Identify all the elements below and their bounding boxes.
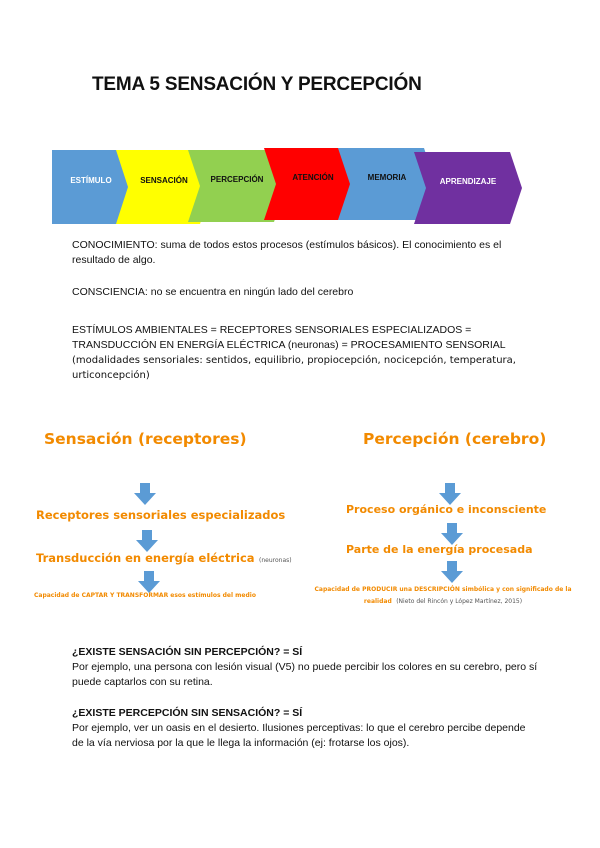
down-arrow-icon [439,483,461,505]
question-block [72,645,540,690]
question-body: Por ejemplo, una persona con lesión visual (V5) no puede percibir los colores en su cerebro, pero sí puede captarlos con su retina. [72,661,538,688]
down-arrow-icon [138,571,160,593]
sensacion-step-transduccion [36,549,292,567]
chevron-label: ESTÍMULO [70,176,112,185]
estimulos-modalities-text: (modalidades sensoriales: sentidos, equilibrio, propiocepción, nocicepción, temperatura, urticoncepción) [72,355,516,381]
chevron-5 [414,152,522,224]
question-heading: ¿EXISTE PERCEPCIÓN SIN SENSACIÓN? = SÍ [72,707,303,719]
chevron-label: PERCEPCIÓN [210,175,264,184]
descripcion-citation: (Nieto del Rincón y López Martínez, 2015) [396,598,523,605]
question-heading: ¿EXISTE SENSACIÓN SIN PERCEPCIÓN? = SÍ [72,646,303,658]
chevron-label: MEMORIA [367,173,407,182]
chevron-label: APRENDIZAJE [439,177,497,186]
sensacion-step-captar: Capacidad de CAPTAR Y TRANSFORMAR esos estímulos del medio [34,592,256,599]
sensacion-step-receptores: Receptores sensoriales especializados [36,508,286,522]
conocimiento-paragraph: CONOCIMIENTO: suma de todos estos procesos (estímulos básicos). El conocimiento es el resultado de algo. [72,239,502,266]
estimulos-main-text: ESTÍMULOS AMBIENTALES = RECEPTORES SENSORIALES ESPECIALIZADOS = TRANSDUCCIÓN EN ENERGÍA ELÉCTRICA (neuronas) = PROCESAMIENTO SENSORIAL [72,324,506,351]
process-chevron-flow [52,148,552,228]
page-title: TEMA 5 SENSACIÓN Y PERCEPCIÓN [92,74,422,95]
transduccion-text: Transducción en energía eléctrica [36,551,255,565]
down-arrow-icon [441,523,463,545]
question-block [72,706,540,751]
percepcion-heading: Percepción (cerebro) [363,430,547,448]
down-arrow-icon [441,561,463,583]
question-body: Por ejemplo, ver un oasis en el desierto. Ilusiones perceptivas: lo que el cerebro percibe depende de la vía nerviosa por la que le llega la información (ej: frotarse los ojos). [72,722,526,749]
sensacion-heading: Sensación (receptores) [44,430,247,448]
chevron-label: ATENCIÓN [292,173,334,182]
down-arrow-icon [134,483,156,505]
descripcion-text: Capacidad de PRODUCIR una DESCRIPCIÓN simbólica y con significado de la realidad [314,586,572,605]
estimulos-paragraph [72,323,540,383]
percepcion-step-descripcion [306,582,580,606]
percepcion-step-energia: Parte de la energía procesada [346,543,533,556]
chevron-label: SENSACIÓN [140,176,188,185]
transduccion-note: (neuronas) [259,557,292,564]
consciencia-paragraph: CONSCIENCIA: no se encuentra en ningún lado del cerebro [72,286,354,298]
percepcion-step-proceso: Proceso orgánico e inconsciente [346,503,547,516]
